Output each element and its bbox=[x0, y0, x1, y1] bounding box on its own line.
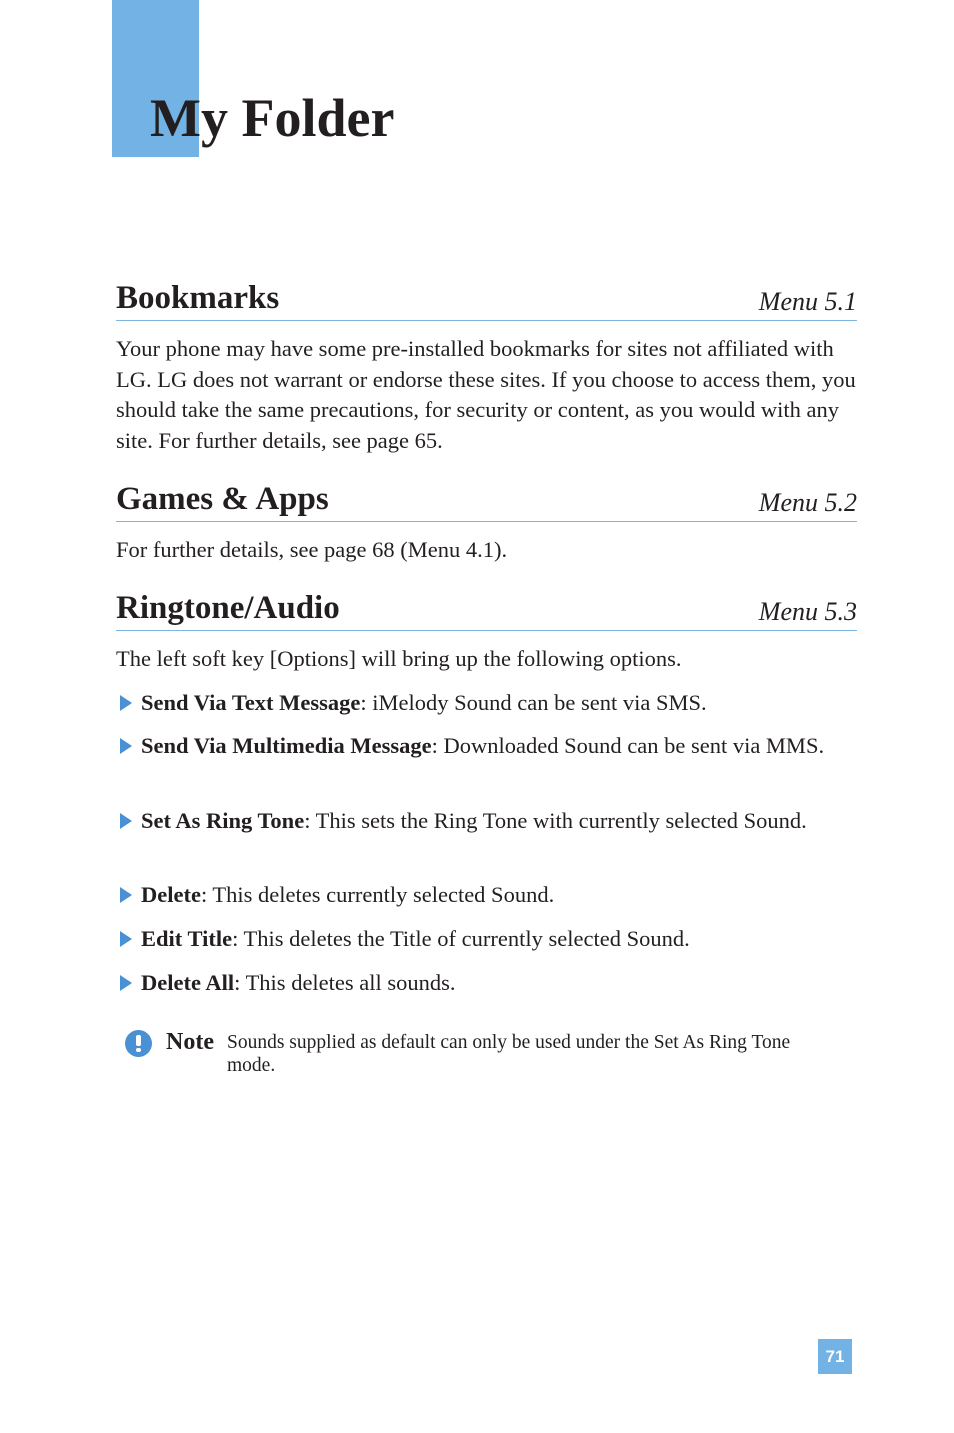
menu-reference: Menu 5.2 bbox=[758, 488, 857, 517]
option-description: : Downloaded Sound can be sent via MMS. bbox=[431, 733, 825, 758]
section-title: Games & Apps bbox=[116, 481, 329, 517]
ringtone-audio-body: The left soft key [Options] will bring up the following options. bbox=[116, 646, 682, 671]
section-title: Ringtone/Audio bbox=[116, 590, 340, 626]
option-term: Send Via Multimedia Message bbox=[141, 733, 432, 758]
option-description: : This deletes all sounds. bbox=[234, 970, 456, 995]
menu-reference: Menu 5.1 bbox=[758, 287, 857, 316]
bookmarks-body: Your phone may have some pre-installed bookmarks for sites not affiliated with LG. LG does not warrant or endorse these sites. If you choose to access them, you should take the same precautions, for security or content, as you would with any site. For further details, see page 65. bbox=[116, 336, 856, 454]
list-item bbox=[118, 924, 858, 955]
list-item bbox=[118, 688, 858, 719]
section-header-games-apps bbox=[116, 475, 857, 522]
triangle-bullet-icon bbox=[120, 738, 132, 754]
option-description: : This deletes the Title of currently selected Sound. bbox=[232, 926, 690, 951]
option-description: : iMelody Sound can be sent via SMS. bbox=[360, 690, 707, 715]
triangle-bullet-icon bbox=[120, 813, 132, 829]
option-term: Edit Title bbox=[141, 926, 233, 951]
list-item bbox=[118, 968, 858, 999]
exclamation-icon bbox=[125, 1030, 152, 1057]
section-header-ringtone-audio bbox=[116, 584, 857, 631]
list-item bbox=[118, 806, 858, 837]
option-description: : This deletes currently selected Sound. bbox=[200, 882, 555, 907]
list-item bbox=[118, 731, 858, 762]
page-number: 71 bbox=[818, 1339, 852, 1374]
note-label: Note bbox=[166, 1029, 214, 1055]
section-header-bookmarks bbox=[116, 274, 857, 321]
section-title: Bookmarks bbox=[116, 280, 280, 316]
games-apps-body: For further details, see page 68 (Menu 4.1). bbox=[116, 537, 508, 562]
list-item bbox=[118, 880, 858, 911]
note-text: Sounds supplied as default can only be used under the Set As Ring Tone mode. bbox=[227, 1032, 791, 1076]
option-description: : This sets the Ring Tone with currently selected Sound. bbox=[304, 808, 807, 833]
option-term: Delete All bbox=[141, 970, 235, 995]
option-term: Delete bbox=[141, 882, 201, 907]
triangle-bullet-icon bbox=[120, 887, 132, 903]
option-term: Set As Ring Tone bbox=[141, 808, 305, 833]
triangle-bullet-icon bbox=[120, 931, 132, 947]
triangle-bullet-icon bbox=[120, 695, 132, 711]
menu-reference: Menu 5.3 bbox=[758, 597, 857, 626]
option-term: Send Via Text Message bbox=[141, 690, 361, 715]
page-title: My Folder bbox=[150, 88, 395, 148]
triangle-bullet-icon bbox=[120, 975, 132, 991]
